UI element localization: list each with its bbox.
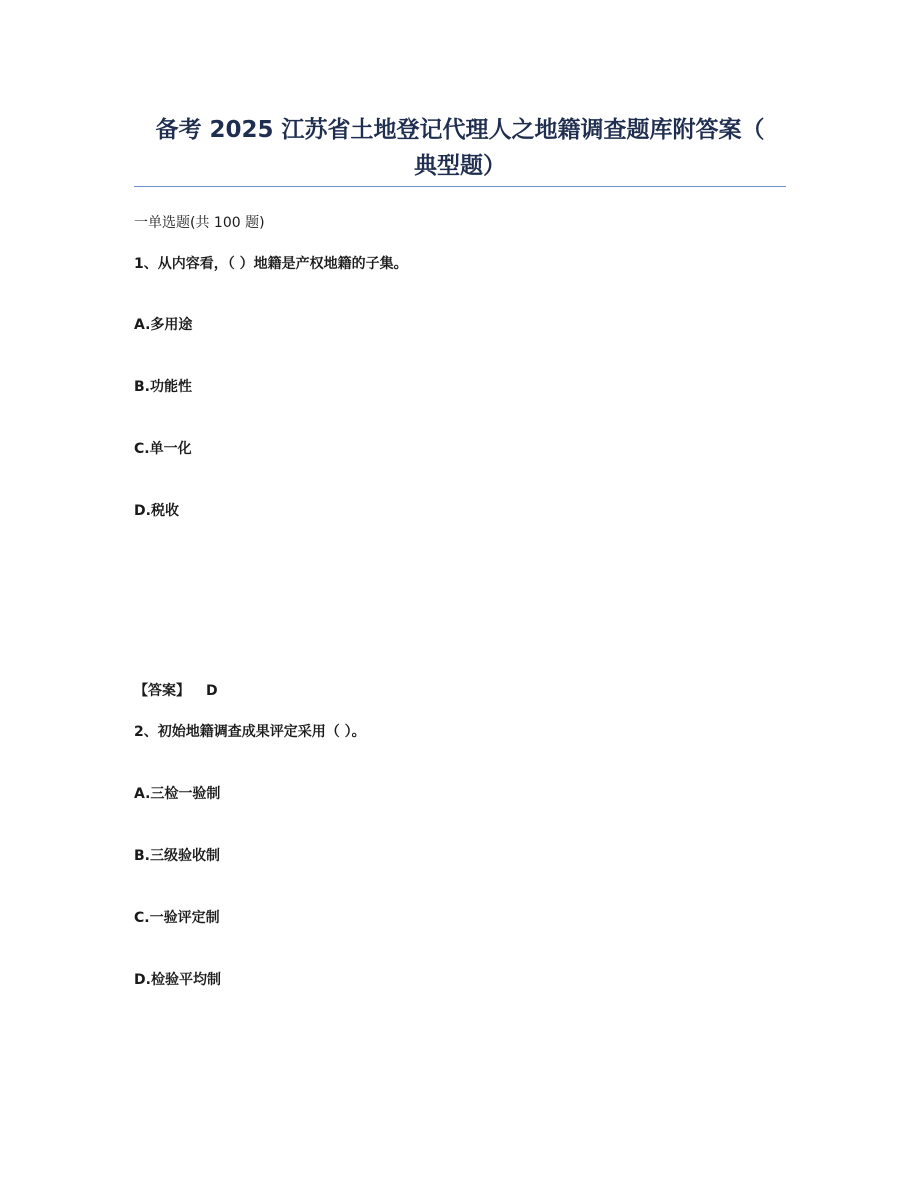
question-2-option-a: A.三检一验制: [134, 786, 221, 802]
question-1-option-c: C.单一化: [134, 441, 192, 457]
question-1-option-b: B.功能性: [134, 379, 192, 395]
question-1-option-a: A.多用途: [134, 317, 193, 333]
question-1-option-d: D.税收: [134, 503, 179, 519]
title-divider: [134, 186, 786, 187]
question-2-option-c: C.一验评定制: [134, 910, 220, 926]
answer-value: D: [206, 683, 218, 699]
question-2-option-b: B.三级验收制: [134, 848, 220, 864]
page-title: [134, 112, 786, 184]
question-2-option-d: D.检验平均制: [134, 972, 221, 988]
title-line-2: 典型题）: [414, 153, 506, 179]
question-1-stem: 1、从内容看，（ ）地籍是产权地籍的子集。: [134, 256, 408, 272]
question-1-answer: [134, 681, 218, 701]
question-2-stem: 2、初始地籍调查成果评定采用（ ）。: [134, 724, 366, 740]
answer-label: 【答案】: [134, 683, 190, 699]
title-line-1: 备考 2025 江苏省土地登记代理人之地籍调查题库附答案（: [155, 117, 765, 143]
section-header: 一单选题(共 100 题): [134, 215, 265, 231]
